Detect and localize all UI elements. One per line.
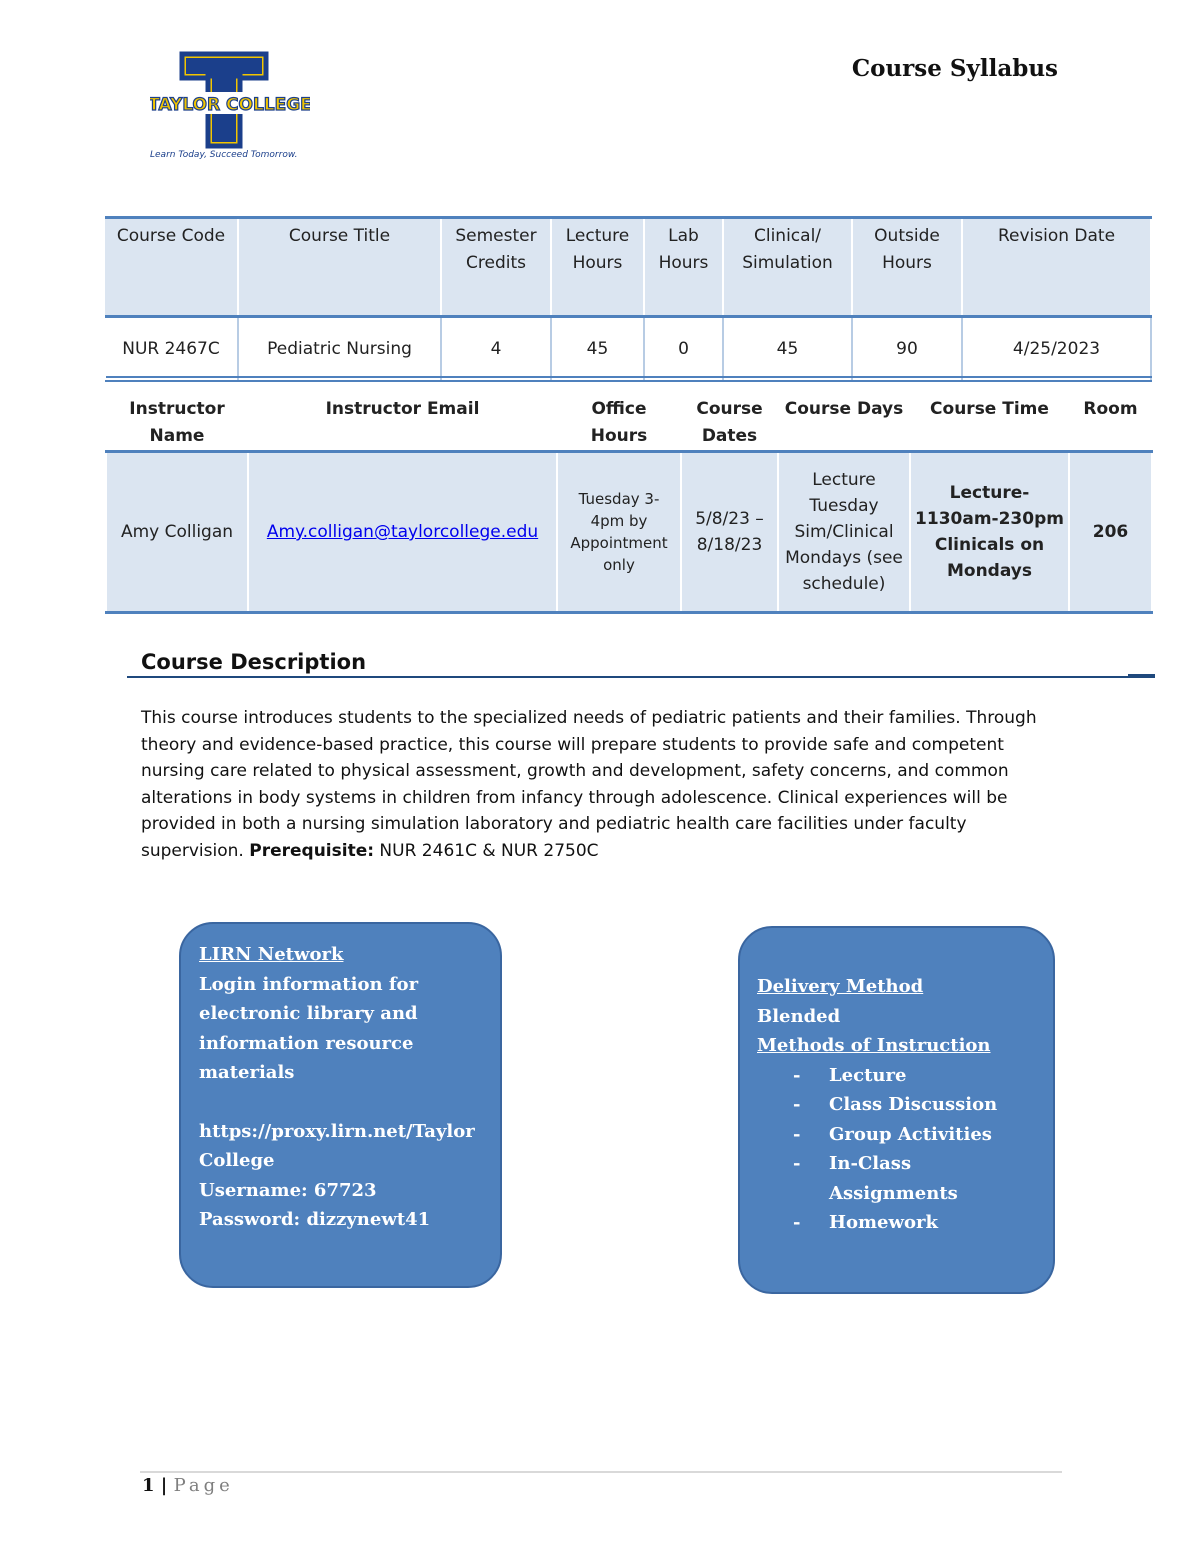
course-info-table xyxy=(105,216,1152,382)
delivery-method-box xyxy=(738,926,1055,1294)
instructor-info-table xyxy=(105,376,1153,614)
header-semester-credits: Semester Credits xyxy=(441,218,551,317)
cell-lecture-hours: 45 xyxy=(551,317,644,382)
cell-instructor-email xyxy=(248,452,557,613)
lirn-subtitle: Login information for electronic library and information resource materials xyxy=(199,973,419,1083)
header-course-code: Course Code xyxy=(105,218,238,317)
list-item xyxy=(757,1149,1037,1208)
header-instructor-email: Instructor Email xyxy=(248,377,557,452)
cell-course-time xyxy=(910,452,1069,613)
delivery-method-title: Delivery Method xyxy=(757,976,924,997)
lirn-network-box xyxy=(179,922,502,1288)
footer-separator: | xyxy=(154,1475,174,1496)
prerequisite-label: Prerequisite: xyxy=(249,840,375,861)
page-label: Page xyxy=(173,1475,234,1496)
list-item xyxy=(757,1061,1037,1091)
header-clinical-simulation: Clinical/ Simulation xyxy=(723,218,852,317)
cell-revision-date: 4/25/2023 xyxy=(962,317,1151,382)
header-course-time: Course Time xyxy=(910,377,1069,452)
method-label: In-Class Assignments xyxy=(829,1153,958,1204)
method-label: Class Discussion xyxy=(829,1094,998,1115)
taylor-college-logo xyxy=(150,50,310,165)
course-time-clinicals: Clinicals on Mondays xyxy=(934,535,1045,581)
footer-divider xyxy=(140,1471,1062,1473)
cell-course-dates: 5/8/23 – 8/18/23 xyxy=(681,452,778,613)
cell-lab-hours: 0 xyxy=(644,317,723,382)
header-lab-hours: Lab Hours xyxy=(644,218,723,317)
course-time-lecture: Lecture-1130am-230pm xyxy=(915,483,1064,529)
lirn-url-link[interactable]: https://proxy.lirn.net/TaylorCollege xyxy=(199,1120,475,1171)
lirn-spacer xyxy=(199,1088,482,1117)
bullet: - xyxy=(793,1094,801,1115)
bullet: - xyxy=(793,1064,801,1086)
header-course-dates: Course Dates xyxy=(681,377,778,452)
course-info-header-row xyxy=(105,218,1151,317)
prerequisite-value: NUR 2461C & NUR 2750C xyxy=(374,840,599,861)
instructor-email-link[interactable]: Amy.colligan@taylorcollege.edu xyxy=(266,522,539,542)
instructor-header-row xyxy=(106,377,1152,452)
header-outside-hours: Outside Hours xyxy=(852,218,962,317)
header-lecture-hours: Lecture Hours xyxy=(551,218,644,317)
bullet: - xyxy=(793,1153,801,1174)
header-course-days: Course Days xyxy=(778,377,910,452)
cell-course-title: Pediatric Nursing xyxy=(238,317,441,382)
header-course-title: Course Title xyxy=(238,218,441,317)
cell-course-code: NUR 2467C xyxy=(105,317,238,382)
section-divider-accent xyxy=(1128,674,1155,678)
course-description-heading: Course Description xyxy=(141,650,367,674)
cell-clinical-simulation: 45 xyxy=(723,317,852,382)
cell-room: 206 xyxy=(1069,452,1152,613)
page-number: 1 xyxy=(142,1475,155,1496)
method-label: Lecture xyxy=(829,1064,907,1086)
table-row xyxy=(106,452,1152,613)
svg-text:TAYLOR COLLEGE: TAYLOR COLLEGE xyxy=(150,95,310,115)
methods-of-instruction-title: Methods of Instruction xyxy=(757,1035,991,1056)
lirn-password: Password: dizzynewt41 xyxy=(199,1209,431,1230)
methods-list xyxy=(757,1061,1037,1238)
header-office-hours: Office Hours xyxy=(557,377,681,452)
bullet: - xyxy=(793,1123,801,1145)
method-label: Group Activities xyxy=(829,1123,992,1145)
list-item xyxy=(757,1090,1037,1120)
cell-instructor-name: Amy Colligan xyxy=(106,452,248,613)
course-description-body xyxy=(141,705,1071,864)
cell-office-hours: Tuesday 3-4pm by Appointment only xyxy=(557,452,681,613)
header-room: Room xyxy=(1069,377,1152,452)
header-instructor-name: Instructor Name xyxy=(106,377,248,452)
cell-semester-credits: 4 xyxy=(441,317,551,382)
cell-outside-hours: 90 xyxy=(852,317,962,382)
delivery-method-value: Blended xyxy=(757,1005,841,1027)
section-divider xyxy=(127,676,1155,678)
header-revision-date: Revision Date xyxy=(962,218,1151,317)
logo-tagline: Learn Today, Succeed Tomorrow. xyxy=(150,150,298,160)
method-label: Homework xyxy=(829,1212,938,1233)
cell-course-days: Lecture Tuesday Sim/Clinical Mondays (see schedule) xyxy=(778,452,910,613)
bullet: - xyxy=(793,1212,801,1233)
list-item xyxy=(757,1120,1037,1150)
page-footer xyxy=(142,1475,234,1496)
table-row xyxy=(105,317,1151,382)
course-description-text: This course introduces students to the specialized needs of pediatric patients and their families. Through theory and evidence-based practice, this course will prepare students to provide safe and competent nursing care related to physical assessment, growth and development, safety concerns, and common alterations in body systems in children from infancy through adolescence. Clinical experiences will be provided in both a nursing simulation laboratory and pediatric health care facilities under faculty supervision. xyxy=(141,708,1037,861)
list-item xyxy=(757,1208,1037,1238)
lirn-username: Username: 67723 xyxy=(199,1179,377,1201)
page-title: Course Syllabus xyxy=(851,55,1058,82)
lirn-title: LIRN Network xyxy=(199,944,344,965)
